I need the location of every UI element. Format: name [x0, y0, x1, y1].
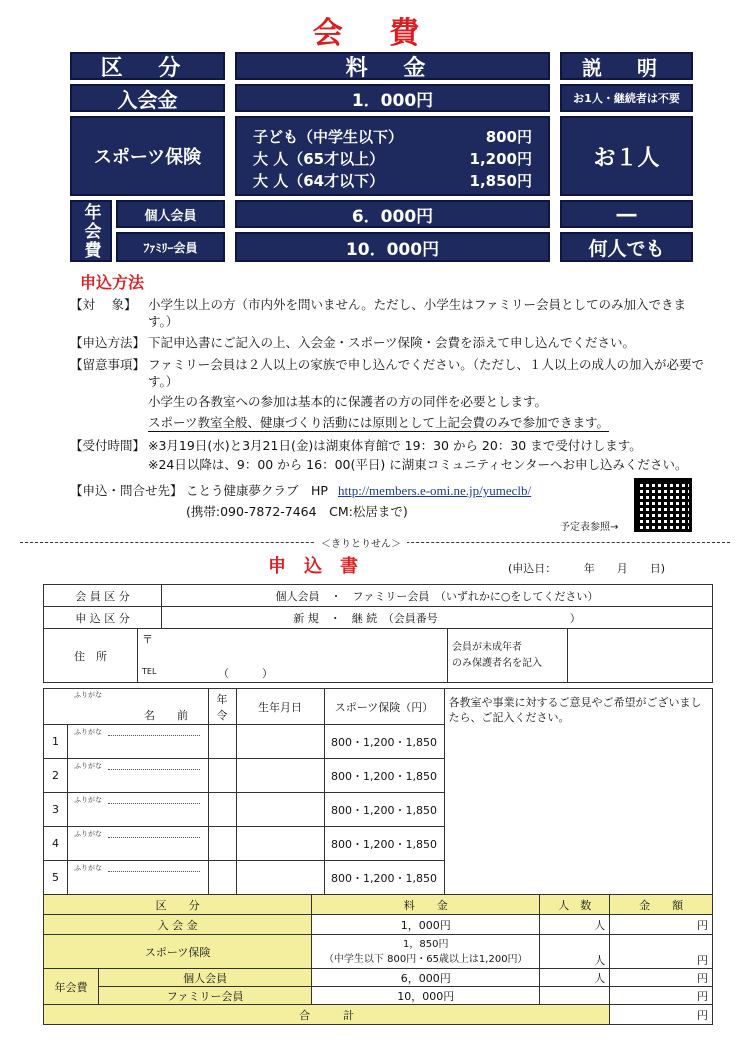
- annual-individual-label: 個人会員: [116, 200, 225, 228]
- notes-text-2: 小学生の各教室への参加は基本的に保護者の方の同伴を必要とします。: [148, 394, 548, 409]
- form-table-members: [43, 688, 713, 895]
- member-row-num: 2: [44, 759, 68, 793]
- join-fee-label: 入会金: [70, 84, 225, 112]
- tel-mark: TEL: [142, 667, 157, 676]
- sports-row-senior: [253, 148, 532, 170]
- member-birth-field[interactable]: [236, 827, 324, 861]
- annual-family-desc: 何人でも: [560, 232, 693, 262]
- notes-text-3: スポーツ教室全般、健康づくり活動には原則として上記会費のみで参加できます。: [148, 415, 610, 430]
- summary-total-label: 合 計: [44, 1005, 610, 1025]
- birth-column-header: 生年月日: [236, 689, 324, 725]
- annual-fee-label: 年会費: [70, 200, 112, 262]
- summary-header-category: 区 分: [44, 895, 312, 915]
- summary-join-count[interactable]: 人: [540, 915, 610, 935]
- summary-sports-note: （中学生以下 800円・65歳以上は1,200円）: [323, 953, 528, 965]
- contact-org: ことう健康夢クラブ HP: [186, 483, 328, 498]
- member-insurance-options[interactable]: 800・1,200・1,850: [324, 861, 444, 895]
- member-insurance-options[interactable]: 800・1,200・1,850: [324, 759, 444, 793]
- summary-header-fee: 料 金: [312, 895, 540, 915]
- member-name-field[interactable]: [68, 759, 209, 793]
- member-birth-field[interactable]: [236, 793, 324, 827]
- summary-header-amount: 金 額: [610, 895, 713, 915]
- summary-total-amount[interactable]: 円: [610, 1005, 713, 1025]
- age-column-header: 年令: [208, 689, 236, 725]
- join-fee-value: 1．000円: [235, 84, 550, 112]
- sports-row-who: 大 人（65才以上）: [253, 150, 385, 168]
- summary-sports-count[interactable]: 人: [540, 935, 610, 969]
- furigana-line: [108, 837, 200, 838]
- join-fee-desc: お1人・継続者は不要: [560, 84, 693, 112]
- member-name-field[interactable]: [68, 827, 209, 861]
- form-table-address: [43, 628, 713, 683]
- furigana-line: [108, 735, 200, 736]
- annual-family-fee: 10．000円: [235, 232, 550, 262]
- schedule-ref: 予定表参照→: [560, 522, 619, 533]
- comment-header: 各教室や事業に対するご意見やご希望がございましたら、ご記入ください。: [448, 696, 702, 724]
- sports-insurance-desc: お１人: [560, 116, 693, 196]
- sports-insurance-label: スポーツ保険: [70, 116, 225, 196]
- target-label: 【対 象】: [70, 297, 137, 312]
- member-birth-field[interactable]: [236, 759, 324, 793]
- target-text: 小学生以上の方（市内外を問いません。ただし、小学生はファミリー会員としてのみ加入できます。）: [148, 297, 687, 329]
- contact-url-link[interactable]: http://members.e-omi.ne.jp/yumeclb/: [338, 483, 532, 498]
- fee-header-fee: 料 金: [235, 52, 550, 80]
- guardian-name-field[interactable]: [568, 629, 713, 683]
- member-insurance-options[interactable]: 800・1,200・1,850: [324, 793, 444, 827]
- furigana-label: ふりがな: [74, 864, 102, 872]
- annual-family-label: ﾌｧﾐﾘｰ会員: [116, 232, 225, 262]
- sports-row-adult: [253, 170, 532, 192]
- cut-label: ＜きりとりせん＞: [315, 535, 407, 550]
- member-insurance-options[interactable]: 800・1,200・1,850: [324, 725, 444, 759]
- method-label: 【申込方法】: [70, 335, 146, 350]
- member-row-num: 4: [44, 827, 68, 861]
- name-header: [44, 689, 209, 725]
- sports-row-who: 大 人（64才以下）: [253, 172, 385, 190]
- member-age-field[interactable]: [208, 827, 236, 861]
- furigana-line: [108, 769, 200, 770]
- furigana-line: [108, 871, 200, 872]
- summary-family-amount[interactable]: 円: [610, 987, 713, 1005]
- address-label: 住 所: [44, 629, 138, 683]
- postal-mark: 〒: [142, 633, 153, 646]
- furigana-line: [108, 803, 200, 804]
- hours-text-1: ※3月19日(水)と3月21日(金)は湖東体育館で 19：30 から 20：30 まで受付けします。: [148, 438, 642, 453]
- summary-individual-count[interactable]: 人: [540, 969, 610, 987]
- summary-individual-label: 個人会員: [99, 969, 312, 987]
- member-type-label: 会 員 区 分: [44, 585, 162, 607]
- furigana-label: ふりがな: [74, 728, 102, 736]
- contact-tel: (携帯:090-7872-7464 CM:松居まで): [186, 504, 408, 519]
- member-insurance-options[interactable]: 800・1,200・1,850: [324, 827, 444, 861]
- summary-family-label: ファミリー会員: [99, 987, 312, 1005]
- tel-paren: （ ）: [218, 667, 273, 680]
- member-row-num: 1: [44, 725, 68, 759]
- member-name-field[interactable]: [68, 861, 209, 895]
- notes-text-1: ファミリー会員は２人以上の家族で申し込んでください。（ただし、１人以上の成人の加入が必要です。）: [148, 357, 705, 389]
- member-age-field[interactable]: [208, 759, 236, 793]
- qr-code[interactable]: [634, 478, 692, 532]
- insurance-column-header: スポーツ保険（円）: [324, 689, 444, 725]
- member-name-field[interactable]: [68, 725, 209, 759]
- summary-sports-label: スポーツ保険: [44, 935, 312, 969]
- summary-sports-fee-cell: [312, 935, 540, 969]
- address-field[interactable]: [138, 629, 448, 683]
- form-date: (申込日： 年 月 日): [508, 562, 666, 575]
- summary-join-label: 入 会 金: [44, 915, 312, 935]
- minor-note-line2: のみ保護者名を記入: [452, 657, 542, 669]
- fee-header-desc: 説 明: [560, 52, 693, 80]
- annual-individual-desc: ―: [560, 200, 693, 228]
- member-type-value[interactable]: 個人会員 ・ ファミリー会員 （いずれかに○をしてください）: [162, 585, 713, 607]
- summary-family-fee: 10，000円: [312, 987, 540, 1005]
- furigana-label: ふりがな: [74, 762, 102, 770]
- member-name-field[interactable]: [68, 793, 209, 827]
- contact-label: 【申込・問合せ先】: [70, 483, 183, 498]
- hours-text-2: ※24日以降は、9：00 から 16：00(平日) に湖東コミュニティセンターへお申し込みください。: [148, 457, 688, 472]
- annual-individual-fee: 6．000円: [235, 200, 550, 228]
- member-age-field[interactable]: [208, 861, 236, 895]
- furigana-label: ふりがな: [74, 691, 102, 699]
- member-age-field[interactable]: [208, 725, 236, 759]
- summary-individual-amount[interactable]: 円: [610, 969, 713, 987]
- fee-header-category: 区 分: [70, 52, 225, 80]
- minor-note-line1: 会員が未成年者: [452, 641, 522, 653]
- method-text: 下記申込書にご記入の上、入会金・スポーツ保険・会費を添えて申し込んでください。: [148, 335, 636, 350]
- summary-join-amount[interactable]: 円: [610, 915, 713, 935]
- form-table-top: [43, 584, 713, 629]
- sports-row-fee: 800円: [485, 128, 532, 146]
- summary-family-count: [540, 987, 610, 1005]
- summary-sports-fee: 1，850円: [403, 938, 449, 950]
- sports-row-fee: 1,850円: [469, 172, 532, 190]
- member-birth-field[interactable]: [236, 861, 324, 895]
- member-birth-field[interactable]: [236, 725, 324, 759]
- apply-type-value[interactable]: 新 規 ・ 継 続 （会員番号 ）: [162, 607, 713, 629]
- sports-insurance-fees: [235, 116, 550, 196]
- comment-field[interactable]: [444, 689, 712, 895]
- furigana-label: ふりがな: [74, 830, 102, 838]
- form-title: 申 込 書: [268, 556, 358, 577]
- name-column-header: 名 前: [144, 709, 188, 722]
- hours-label: 【受付時間】: [70, 438, 146, 453]
- summary-sports-amount[interactable]: 円: [610, 935, 713, 969]
- form-table-summary: [43, 894, 713, 1025]
- notes-label: 【留意事項】: [70, 357, 146, 372]
- summary-join-fee: 1，000円: [312, 915, 540, 935]
- fee-title: 会 費: [312, 16, 438, 51]
- sports-row-who: 子ども（中学生以下）: [253, 128, 404, 146]
- summary-annual-label: 年会費: [44, 969, 99, 1005]
- sports-row-child: [253, 126, 532, 148]
- member-row-num: 5: [44, 861, 68, 895]
- summary-individual-fee: 6，000円: [312, 969, 540, 987]
- howto-title: 申込方法: [80, 273, 145, 292]
- apply-type-label: 申 込 区 分: [44, 607, 162, 629]
- furigana-label: ふりがな: [74, 796, 102, 804]
- minor-note: [448, 629, 568, 683]
- member-age-field[interactable]: [208, 793, 236, 827]
- member-row-num: 3: [44, 793, 68, 827]
- summary-header-count: 人 数: [540, 895, 610, 915]
- sports-row-fee: 1,200円: [469, 150, 532, 168]
